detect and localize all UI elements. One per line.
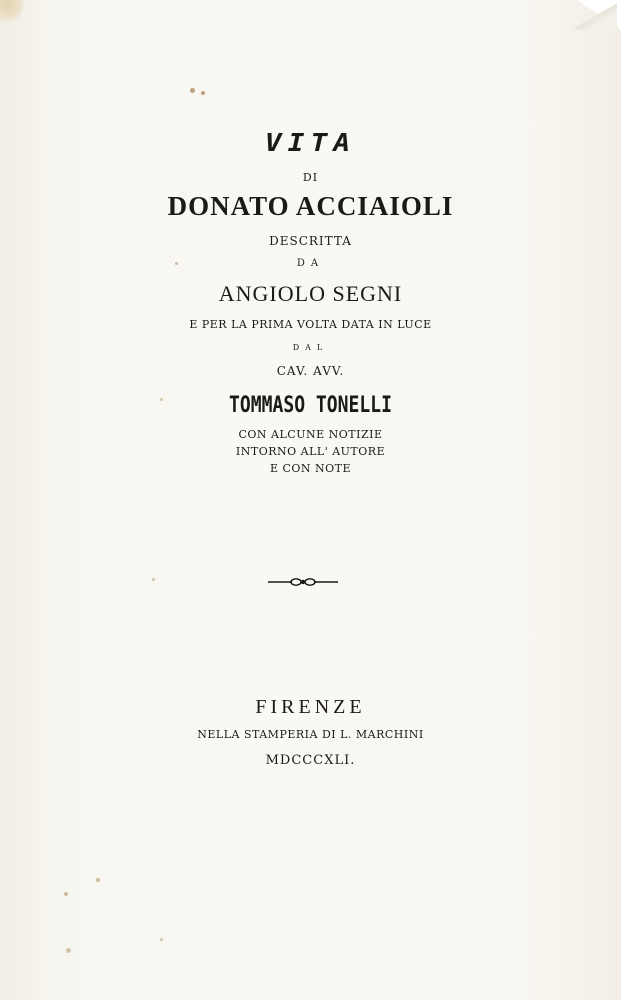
title-di: DI — [302, 171, 319, 184]
notes-line-3: E CON NOTE — [269, 462, 352, 475]
author-name: ANGIOLO SEGNI — [218, 281, 403, 306]
foxing-stain — [0, 0, 24, 22]
imprint-printer: NELLA STAMPERIA DI L. MARCHINI — [197, 728, 424, 741]
first-edition-line: E PER LA PRIMA VOLTA DATA IN LUCE — [189, 318, 432, 331]
foxing-spot — [190, 88, 195, 93]
editor-title: CAV. AVV. — [276, 364, 345, 378]
title: VITA — [264, 127, 357, 158]
foxing-spot — [160, 938, 163, 941]
printer-ornament-icon — [268, 576, 338, 588]
editor-name: TOMMASO TONELLI — [229, 393, 392, 418]
dal-text: DAL — [292, 343, 329, 352]
notes-line-2: INTORNO ALL' AUTORE — [235, 445, 386, 458]
foxing-spot — [152, 578, 155, 581]
imprint-year: MDCCCXLI. — [265, 753, 356, 768]
foxing-spot — [66, 948, 71, 953]
notes-line-1: CON ALCUNE NOTIZIE — [238, 428, 383, 441]
foxing-spot — [64, 892, 68, 896]
foxing-spot — [201, 91, 205, 95]
descritta-text: DESCRITTA — [269, 234, 352, 248]
corner-fold — [575, 2, 617, 30]
subject-name: DONATO ACCIAIOLI — [167, 191, 454, 221]
da-text: DA — [296, 258, 325, 269]
imprint-city: FIRENZE — [255, 696, 366, 718]
foxing-spot — [96, 878, 100, 882]
